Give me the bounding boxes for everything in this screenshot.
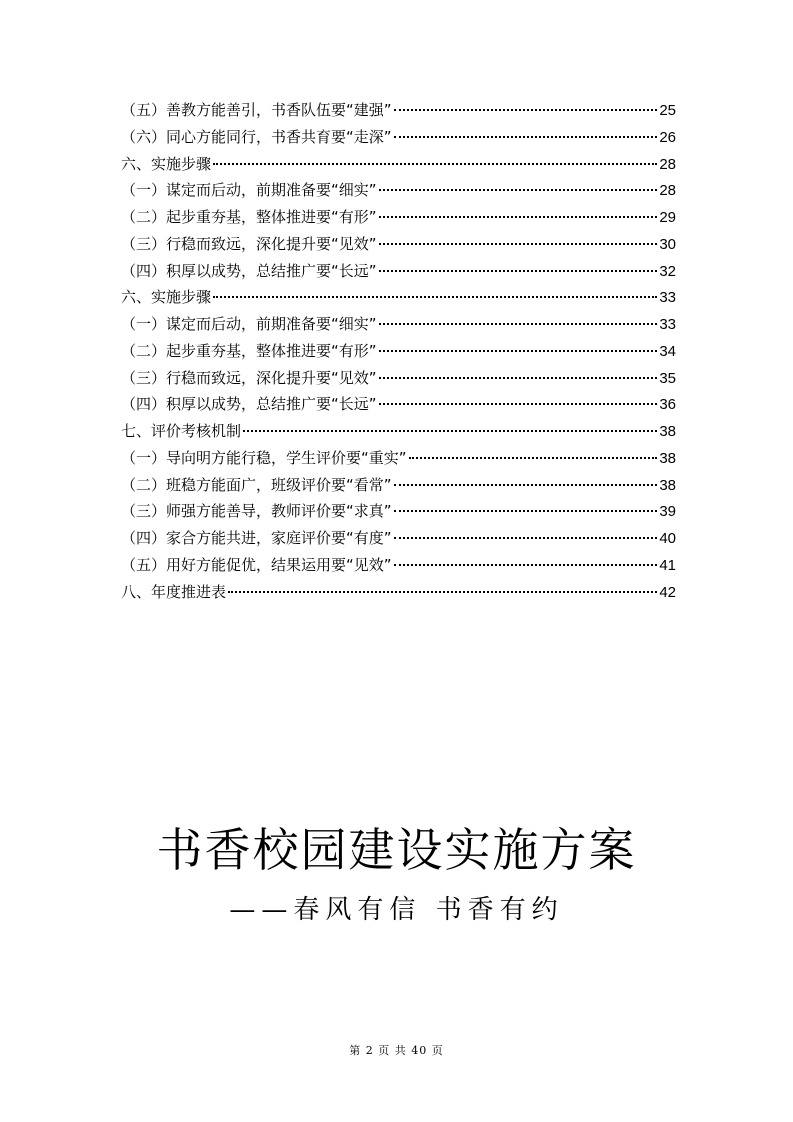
toc-entry-label: 六、实施步骤 <box>121 154 212 173</box>
toc-entry[interactable] <box>121 365 676 392</box>
toc-entry-page: 40 <box>659 530 676 547</box>
toc-leader-dots <box>379 402 658 405</box>
toc-entry-label: （一）谋定而后动，前期准备要“细实” <box>121 315 377 333</box>
toc-entry[interactable] <box>121 177 676 204</box>
toc-entry[interactable] <box>121 124 676 151</box>
toc-entry[interactable] <box>121 472 676 499</box>
toc-entry-page: 35 <box>659 369 676 387</box>
toc-leader-dots <box>394 536 658 539</box>
toc-entry-page: 38 <box>659 476 676 494</box>
toc-entry-label: （一）导向明方能行稳，学生评价要“重实” <box>121 448 407 467</box>
toc-entry-label: （二）起步重夯基，整体推进要“有形” <box>121 208 377 226</box>
toc-entry[interactable] <box>121 391 676 418</box>
toc-leader-dots <box>379 322 658 325</box>
toc-entry-label: 八、年度推进表 <box>121 582 227 601</box>
toc-entry-page: 36 <box>659 396 676 414</box>
toc-entry[interactable] <box>121 204 676 231</box>
toc-entry[interactable] <box>121 579 676 606</box>
toc-entry-page: 42 <box>659 583 676 601</box>
toc-entry-label: 七、评价考核机制 <box>121 422 242 440</box>
toc-leader-dots <box>394 563 658 566</box>
toc-entry-label: （四）家合方能共进，家庭评价要“有度” <box>121 529 392 547</box>
toc-entry[interactable] <box>121 552 676 579</box>
toc-entry[interactable] <box>121 97 676 124</box>
toc-entry-label: （三）行稳而致远，深化提升要“见效” <box>121 368 377 387</box>
toc-leader-dots <box>379 349 658 352</box>
toc-entry-label: （六）同心方能同行，书香共育要“走深” <box>121 127 392 146</box>
toc-entry[interactable] <box>121 231 676 258</box>
toc-entry[interactable] <box>121 498 676 525</box>
toc-entry-page: 38 <box>659 423 676 440</box>
toc-entry-page: 34 <box>659 342 676 360</box>
document-title: 书香校园建设实施方案 <box>156 823 637 877</box>
toc-entry-page: 25 <box>659 102 676 119</box>
toc-leader-dots <box>409 456 658 459</box>
toc-entry[interactable] <box>121 284 676 311</box>
toc-entry-page: 41 <box>659 556 676 574</box>
toc-leader-dots <box>379 376 658 379</box>
toc-entry-page: 29 <box>659 209 676 226</box>
toc-leader-dots <box>394 108 658 111</box>
toc-entry-label: （二）起步重夯基，整体推进要“有形” <box>121 341 377 360</box>
toc-leader-dots <box>379 242 658 245</box>
toc-entry-label: 六、实施步骤 <box>121 288 212 307</box>
toc-entry[interactable] <box>121 151 676 178</box>
toc-entry[interactable] <box>121 418 676 445</box>
toc-entry-label: （四）积厚以成势，总结推广要“长远” <box>121 395 377 414</box>
toc-entry-page: 32 <box>659 262 676 280</box>
toc-entry[interactable] <box>121 258 676 285</box>
toc-leader-dots <box>228 590 657 593</box>
toc-entry-page: 38 <box>659 449 676 467</box>
toc-entry[interactable] <box>121 311 676 338</box>
toc-entry-label: （三）师强方能善导，教师评价要“求真” <box>121 502 392 521</box>
page-footer: 第 2 页 共 40 页 <box>349 1044 444 1057</box>
toc-entry[interactable] <box>121 525 676 552</box>
toc-leader-dots <box>379 188 658 191</box>
toc-entry-label: （一）谋定而后动，前期准备要“细实” <box>121 181 377 200</box>
document-subtitle: ——春风有信 书香有约 <box>229 895 564 925</box>
toc-entry-page: 28 <box>659 182 676 200</box>
table-of-contents <box>121 97 676 605</box>
toc-leader-dots <box>394 135 658 138</box>
toc-leader-dots <box>394 483 658 486</box>
toc-leader-dots <box>213 295 657 298</box>
toc-entry-page: 33 <box>659 316 676 333</box>
toc-leader-dots <box>243 429 657 432</box>
toc-entry-label: （五）善教方能善引，书香队伍要“建强” <box>121 101 392 119</box>
toc-entry-page: 26 <box>659 128 676 146</box>
toc-entry-page: 39 <box>659 503 676 521</box>
toc-entry-page: 28 <box>659 155 676 173</box>
toc-entry-page: 33 <box>659 289 676 307</box>
toc-leader-dots <box>213 162 657 165</box>
toc-leader-dots <box>379 215 658 218</box>
toc-entry-label: （五）用好方能促优，结果运用要“见效” <box>121 555 392 574</box>
toc-entry[interactable] <box>121 445 676 472</box>
toc-entry[interactable] <box>121 338 676 365</box>
toc-entry-page: 30 <box>659 235 676 253</box>
toc-entry-label: （三）行稳而致远，深化提升要“见效” <box>121 234 377 253</box>
toc-entry-label: （四）积厚以成势，总结推广要“长远” <box>121 261 377 280</box>
toc-entry-label: （二）班稳方能面广，班级评价要“看常” <box>121 475 392 494</box>
toc-leader-dots <box>394 509 658 512</box>
toc-leader-dots <box>379 269 658 272</box>
